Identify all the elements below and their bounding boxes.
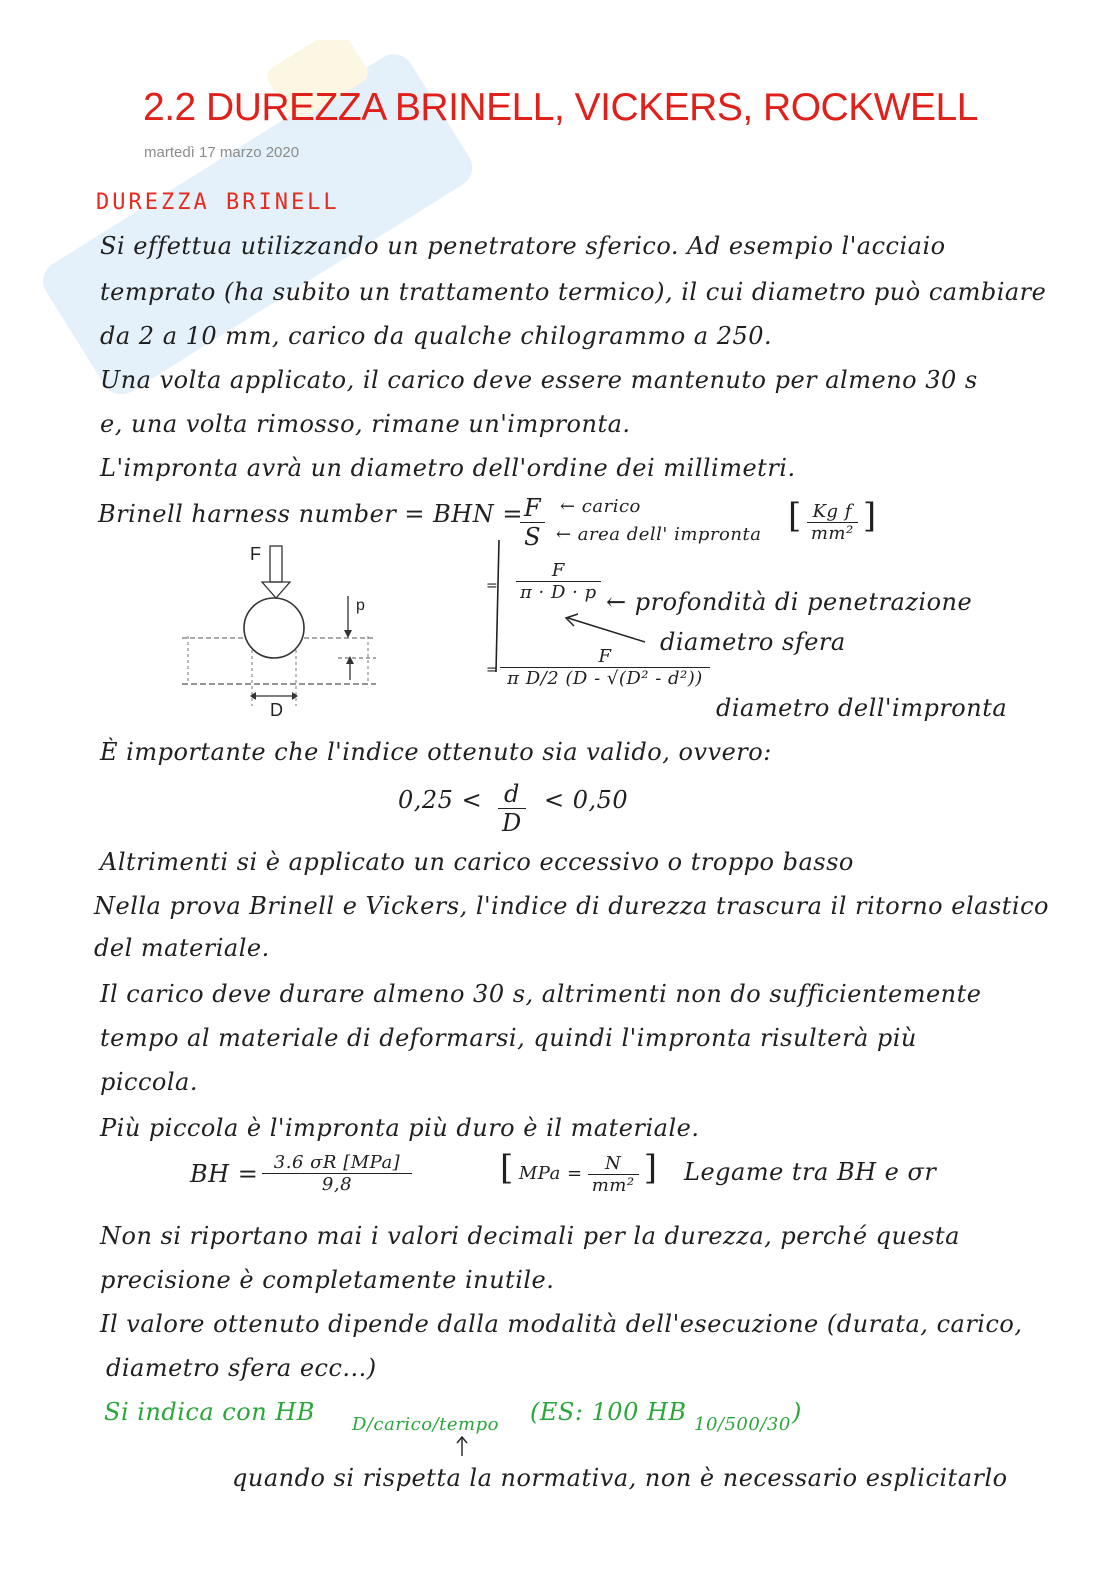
text-line: diametro sfera ecc...) [106, 1354, 377, 1382]
diagram-force-label: F [250, 544, 261, 564]
svg-text:=: = [486, 662, 498, 678]
label-profondita: ← profondità di penetrazione [606, 588, 973, 616]
mpa-denominator: mm² [591, 1175, 635, 1196]
bhn-denominator: S [524, 523, 542, 551]
bhn-unit: [ $\frac{\text{Kg f}}{\text{mm²}}$ ] [788, 496, 877, 544]
bhn-label: Brinell harness number = BHN = [98, 500, 523, 528]
svg-text:=: = [486, 578, 498, 594]
validity-text: È importante che l'indice ottenuto sia valido, ovvero: [100, 738, 772, 766]
eq2-fraction [516, 560, 601, 603]
diagram-depth-label: p [356, 597, 365, 614]
bh-fraction [262, 1152, 412, 1195]
legame-text: Legame tra BH e σr [684, 1158, 937, 1186]
unit-numerator: Kg f [807, 501, 858, 523]
text-line: Una volta applicato, il carico deve essere mantenuto per almeno 30 s [100, 366, 978, 394]
text-line: Il carico deve durare almeno 30 s, altrimenti non do sufficientemente [100, 980, 982, 1008]
label-area-impronta: ← area dell' impronta [556, 524, 762, 545]
text-line: Non si riportano mai i valori decimali per la durezza, perché questa [100, 1222, 960, 1250]
range-high: < 0,50 [544, 786, 629, 814]
unit-denominator: mm² [810, 523, 854, 544]
text-line: Più piccola è l'impronta più duro è il materiale. [100, 1114, 700, 1142]
eq3-numerator: F [500, 646, 710, 668]
notation-subscript: D/carico/tempo [352, 1414, 499, 1435]
text-line: del materiale. [94, 934, 270, 962]
notation-example-sub: 10/500/30 [694, 1414, 791, 1435]
arrow-sfera [560, 610, 650, 650]
diagram-diameter-label: D [270, 700, 283, 720]
page-title: 2.2 DUREZZA BRINELL, VICKERS, ROCKWELL [143, 86, 978, 129]
range-low: 0,25 < [398, 786, 483, 814]
section-heading: DUREZZA BRINELL [96, 190, 340, 215]
text-line: Si effettua utilizzando un penetratore sferico. Ad esempio l'acciaio [100, 232, 946, 260]
notation-example: (ES: 100 HB [530, 1398, 687, 1426]
mpa-unit: [ MPa = $\frac{N}{\text{mm²}}$ ] [500, 1148, 658, 1196]
ratio-denominator: D [502, 809, 522, 837]
arrow-up-icon [454, 1434, 470, 1458]
text-line: temprato (ha subito un trattamento termico), il cui diametro può cambiare [100, 278, 1047, 306]
eq3-denominator: π D/2 (D - √(D² - d²)) [507, 668, 703, 689]
eq2-numerator: F [516, 560, 601, 582]
text-line: tempo al materiale di deformarsi, quindi l'impronta risulterà più [100, 1024, 917, 1052]
label-carico: ← carico [560, 496, 641, 517]
text-line: e, una volta rimosso, rimane un'impronta. [100, 410, 631, 438]
notation-close: ) [792, 1398, 802, 1426]
text-line: da 2 a 10 mm, carico da qualche chilogrammo a 250. [100, 322, 773, 350]
text-line: Altrimenti si è applicato un carico eccessivo o troppo basso [100, 848, 854, 876]
text-line: precisione è completamente inutile. [100, 1266, 555, 1294]
bhn-numerator: F [520, 494, 545, 523]
eq3-fraction [500, 646, 710, 689]
label-diametro-sfera: diametro sfera [660, 628, 846, 656]
page-date: martedì 17 marzo 2020 [144, 144, 300, 161]
bh-lhs: BH = [190, 1160, 259, 1188]
ratio-fraction [498, 780, 526, 837]
text-line: L'impronta avrà un diametro dell'ordine dei millimetri. [100, 454, 796, 482]
mpa-lhs: MPa = [518, 1163, 583, 1184]
text-line: piccola. [100, 1068, 198, 1096]
notation-footnote: quando si rispetta la normativa, non è necessario esplicitarlo [232, 1464, 1008, 1492]
mpa-numerator: N [588, 1153, 639, 1175]
text-line: Nella prova Brinell e Vickers, l'indice di durezza trascura il ritorno elastico [94, 892, 1049, 920]
bh-numerator: 3.6 σR [MPa] [262, 1152, 412, 1174]
eq2-denominator: π · D · p [520, 582, 597, 603]
label-diametro-impronta: diametro dell'impronta [716, 694, 1008, 722]
text-line: Il valore ottenuto dipende dalla modalità dell'esecuzione (durata, carico, [100, 1310, 1023, 1338]
bh-denominator: 9,8 [321, 1174, 353, 1195]
notation-text: Si indica con HB [104, 1398, 315, 1426]
brinell-diagram [178, 540, 388, 720]
ratio-numerator: d [498, 780, 526, 809]
